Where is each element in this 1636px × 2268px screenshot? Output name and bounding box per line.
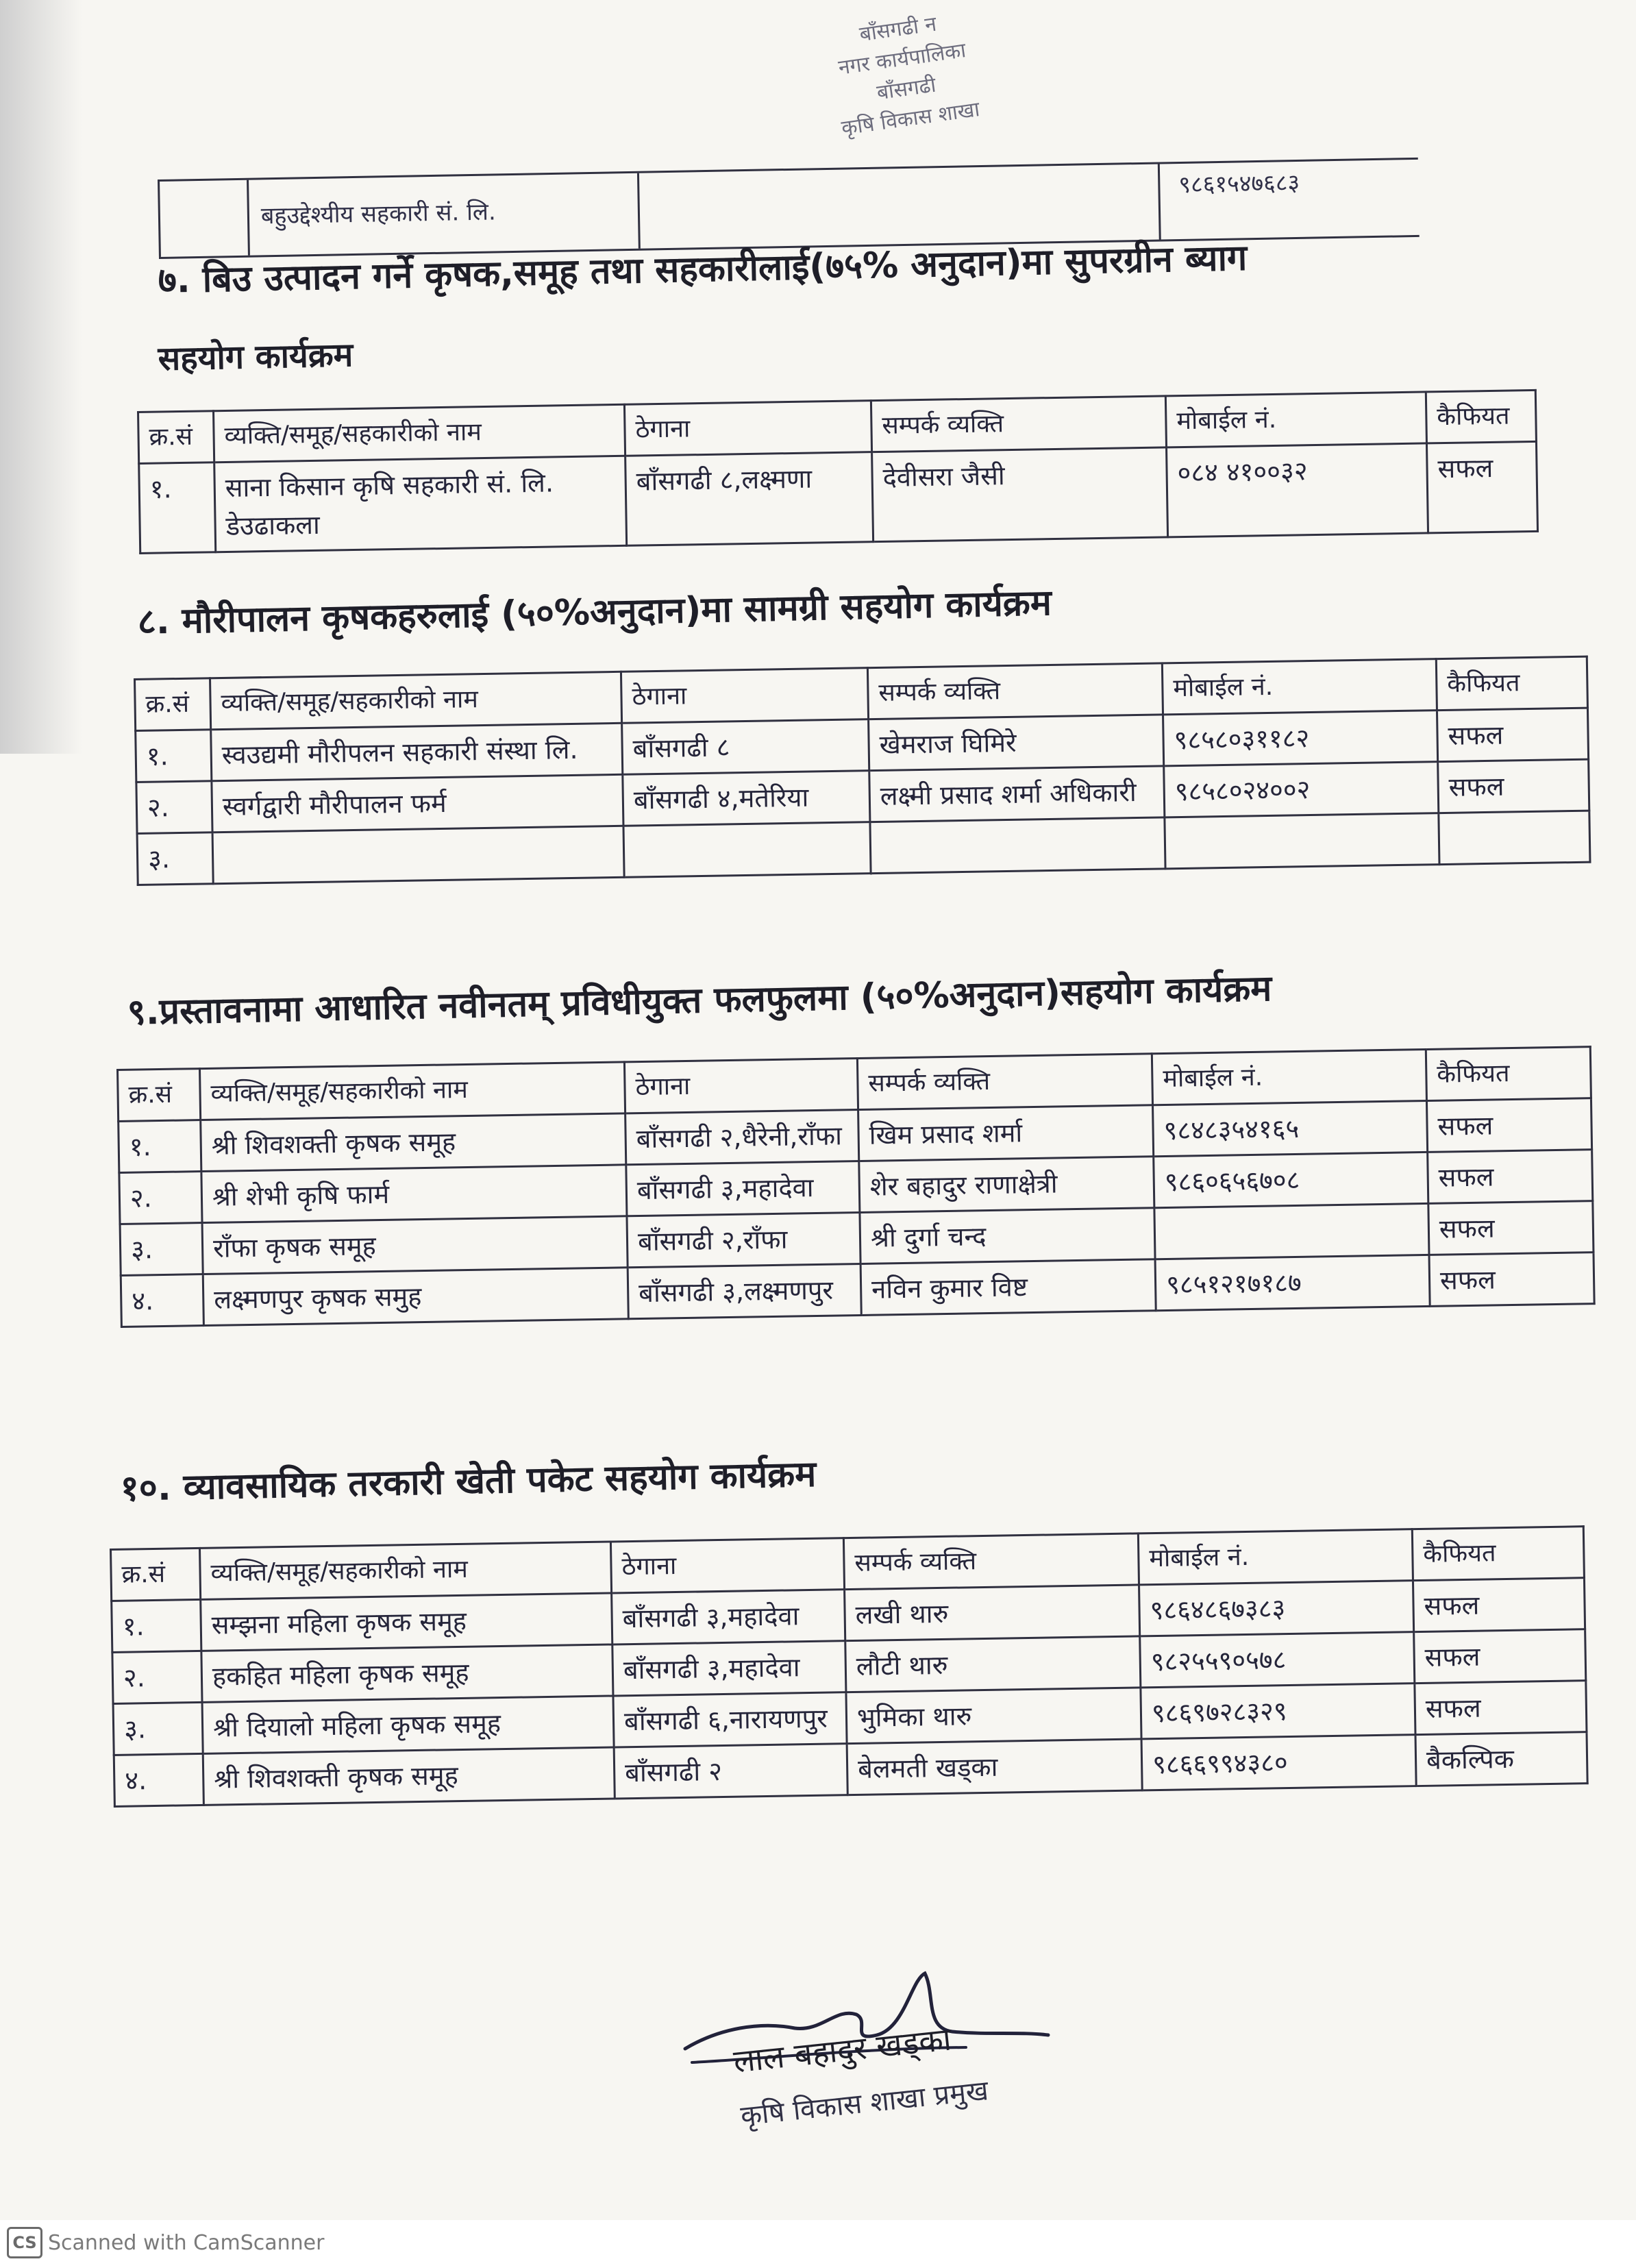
header-contact: सम्पर्क व्यक्ति: [871, 396, 1166, 452]
cell-sn: १.: [112, 1599, 201, 1652]
cell-sn: ३.: [120, 1223, 203, 1276]
strip-name-fragment: बहुउद्देश्यीय सहकारी सं. लि.: [260, 198, 497, 230]
cell-contact: बेलमती खड्का: [847, 1739, 1142, 1795]
cell-name: श्री शेभी कृषि फार्म: [201, 1165, 627, 1223]
stamp-line-1: बाँसगढी न: [858, 12, 939, 47]
cell-remarks: सफल: [1428, 1150, 1593, 1204]
cell-sn: १.: [136, 730, 212, 782]
section-8-title: ८. मौरीपालन कृषकहरुलाई (५०%अनुदान)मा सामग्री सहयोग कार्यक्रम: [137, 582, 1052, 643]
cell-remarks: सफल: [1413, 1578, 1585, 1632]
header-name: व्यक्ति/समूह/सहकारीको नाम: [210, 671, 622, 729]
header-name: व्यक्ति/समूह/सहकारीको नाम: [200, 1542, 612, 1599]
cell-mobile: ९८५१२१७१८७: [1155, 1255, 1430, 1310]
header-mobile: मोबाईल नं.: [1162, 659, 1437, 715]
cell-contact: नविन कुमार विष्ट: [860, 1259, 1156, 1316]
strip-cell-border: [1158, 164, 1161, 239]
cell-name: स्वर्गद्वारी मौरीपालन फर्म: [212, 774, 623, 832]
signatory-title: कृषि विकास शाखा प्रमुख: [739, 2075, 990, 2132]
header-address: ठेगाना: [624, 1059, 858, 1113]
cell-sn: ४.: [114, 1753, 203, 1806]
stamp-line-3: बाँसगढी: [875, 73, 938, 106]
camscanner-logo-icon: CS: [7, 2227, 42, 2258]
page-edge-shadow: [0, 0, 82, 754]
cell-mobile: [1165, 813, 1439, 869]
header-mobile: मोबाईल नं.: [1138, 1529, 1413, 1585]
cell-remarks: सफल: [1426, 1098, 1591, 1153]
cell-name: श्री शिवशक्ती कृषक समूह: [203, 1747, 615, 1805]
cell-remarks: सफल: [1438, 759, 1589, 813]
cell-contact: भुमिका थारु: [846, 1688, 1141, 1744]
cell-mobile: ०८४ ४१००३२: [1167, 443, 1428, 537]
cell-contact: [870, 817, 1165, 874]
cell-address: बाँसगढी ३,महादेवा: [612, 1641, 846, 1696]
section-7-title: ७. बिउ उत्पादन गर्ने कृषक,समूह तथा सहकारीलाई(७५% अनुदान)मा सुपरग्रीन ब्याग: [158, 237, 1248, 301]
header-sn: क्र.सं: [118, 1069, 201, 1122]
cell-sn: २.: [112, 1651, 202, 1703]
cell-address: बाँसगढी ३,लक्ष्मणपुर: [628, 1264, 861, 1318]
cell-contact: लक्ष्मी प्रसाद शर्मा अधिकारी: [869, 766, 1165, 822]
header-address: ठेगाना: [610, 1538, 844, 1593]
strip-cell-border: [637, 173, 641, 249]
header-contact: सम्पर्क व्यक्ति: [843, 1533, 1139, 1590]
cell-mobile: [1154, 1203, 1429, 1259]
cell-address: बाँसगढी ६,नारायणपुर: [613, 1692, 847, 1747]
cell-name: साना किसान कृषि सहकारी सं. लि. डेउढाकला: [214, 456, 627, 552]
header-remarks: कैफियत: [1426, 1047, 1591, 1101]
section-7-subtitle: सहयोग कार्यक्रम: [158, 336, 354, 378]
strip-cell-border: [247, 180, 250, 256]
header-sn: क्र.सं: [135, 678, 211, 731]
header-sn: क्र.सं: [138, 411, 214, 464]
cell-mobile: ९८२५५९०५७८: [1140, 1632, 1415, 1688]
header-contact: सम्पर्क व्यक्ति: [867, 663, 1163, 719]
cell-address: [623, 822, 871, 878]
section-7-table: [137, 389, 1539, 554]
cell-sn: ३.: [137, 833, 213, 885]
cell-name: लक्ष्मणपुर कृषक समुह: [203, 1268, 628, 1326]
cell-remarks: सफल: [1414, 1629, 1586, 1684]
cell-contact: लौटी थारु: [845, 1636, 1141, 1692]
cell-remarks: सफल: [1415, 1681, 1587, 1735]
cell-address: बाँसगढी २,राँफा: [627, 1212, 860, 1267]
cell-address: बाँसगढी ८: [622, 719, 869, 775]
header-contact: सम्पर्क व्यक्ति: [857, 1054, 1152, 1110]
signatory-name: लाल बहादुर खड्का: [732, 2020, 953, 2080]
cell-mobile: ९८६०६५६७०८: [1154, 1152, 1428, 1207]
cell-sn: १.: [119, 1120, 201, 1173]
cell-sn: ३.: [113, 1702, 203, 1755]
cell-sn: ४.: [121, 1274, 203, 1327]
cell-mobile: ९८४८३५४१६५: [1153, 1100, 1428, 1156]
header-remarks: कैफियत: [1412, 1527, 1584, 1581]
header-address: ठेगाना: [624, 401, 871, 456]
cell-remarks: सफल: [1428, 1201, 1594, 1255]
section-9-table: [116, 1046, 1596, 1328]
cell-contact: लखी थारु: [845, 1585, 1140, 1641]
header-remarks: कैफियत: [1436, 656, 1587, 710]
section-10-table: [110, 1525, 1589, 1808]
cell-name: हकहित महिला कृषक समूह: [201, 1644, 613, 1702]
cell-remarks: सफल: [1437, 708, 1588, 761]
header-sn: क्र.सं: [111, 1548, 201, 1601]
cell-name: स्वउद्यमी मौरीपलन सहकारी संस्था लि.: [211, 723, 623, 780]
section-10-title: १०. व्यावसायिक तरकारी खेती पकेट सहयोग कार्यक्रम: [120, 1453, 817, 1509]
cell-address: बाँसगढी २: [614, 1744, 847, 1799]
section-8-table: [134, 656, 1591, 886]
cell-sn: २.: [119, 1172, 202, 1224]
strip-cell-border: [158, 182, 161, 257]
cell-address: बाँसगढी २,धैरेनी,राँफा: [625, 1110, 859, 1165]
scanner-footer: [0, 2220, 1636, 2268]
cell-remarks: सफल: [1429, 1253, 1594, 1307]
cell-sn: १.: [139, 463, 216, 554]
stamp-line-4: कृषि विकास शाखा: [840, 97, 982, 141]
header-name: व्यक्ति/समूह/सहकारीको नाम: [200, 1062, 625, 1120]
cell-name: श्री शिवशक्ती कृषक समूह: [201, 1113, 626, 1172]
cell-remarks: सफल: [1426, 441, 1537, 532]
stamp-line-2: नगर कार्यपालिका: [836, 38, 968, 80]
cell-mobile: ९८६९७२८३२९: [1141, 1684, 1415, 1739]
cell-mobile: ९८६६९९४३८०: [1141, 1735, 1416, 1790]
header-remarks: कैफियत: [1426, 390, 1536, 443]
cell-address: बाँसगढी ८,लक्ष्मणा: [625, 452, 873, 546]
header-address: ठेगाना: [621, 668, 868, 724]
cell-contact: खिम प्रसाद शर्मा: [858, 1105, 1154, 1161]
cell-name: [212, 826, 624, 883]
section-9-title: ९.प्रस्तावनामा आधारित नवीनतम् प्रविधीयुक्त फलफुलमा (५०%अनुदान)सहयोग कार्यक्रम: [127, 968, 1272, 1033]
cell-contact: देवीसरा जैसी: [872, 447, 1168, 542]
header-name: व्यक्ति/समूह/सहकारीको नाम: [214, 404, 625, 462]
cell-sn: २.: [136, 781, 212, 834]
cell-name: सम्झना महिला कृषक समूह: [201, 1593, 612, 1651]
cell-remarks: बैकल्पिक: [1415, 1732, 1587, 1786]
cell-address: बाँसगढी ३,महादेवा: [626, 1161, 860, 1216]
cell-address: बाँसगढी ४,मतेरिया: [623, 771, 870, 826]
cell-remarks: [1439, 811, 1590, 864]
cell-address: बाँसगढी ३,महादेवा: [612, 1590, 845, 1644]
cell-contact: खेमराज घिमिरे: [869, 715, 1164, 771]
strip-mobile-fragment: ९८६१५४७६८३: [1178, 169, 1300, 199]
cell-mobile: ९८५८०२४००२: [1164, 762, 1439, 817]
cell-mobile: ९८६४८६७३८३: [1139, 1581, 1414, 1636]
cell-name: श्री दियालो महिला कृषक समूह: [202, 1696, 614, 1753]
cell-contact: शेर बहादुर राणाक्षेत्री: [859, 1157, 1154, 1213]
header-mobile: मोबाईल नं.: [1165, 392, 1426, 447]
header-mobile: मोबाईल नं.: [1152, 1049, 1426, 1105]
cell-name: राँफा कृषक समूह: [202, 1216, 628, 1274]
camscanner-watermark-text: Scanned with CamScanner: [48, 2231, 325, 2255]
cell-contact: श्री दुर्गा चन्द: [860, 1208, 1155, 1264]
cell-mobile: ९८५८०३११८२: [1163, 711, 1438, 766]
